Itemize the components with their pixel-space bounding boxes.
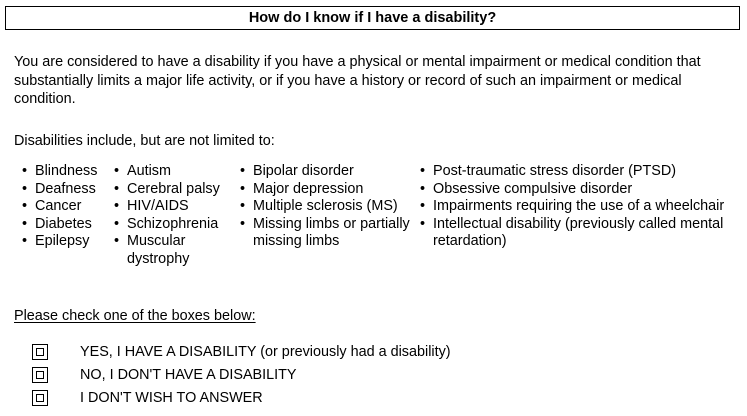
disability-list-column-2 bbox=[114, 163, 229, 269]
disability-item: • Schizophrenia bbox=[114, 216, 229, 234]
disability-list-column-1 bbox=[22, 163, 97, 251]
option-yes bbox=[32, 344, 451, 360]
disability-item: • Intellectual disability (previously called mental retardation) bbox=[420, 216, 745, 251]
decline-checkbox[interactable] bbox=[32, 390, 48, 406]
disability-item: • Epilepsy bbox=[22, 233, 97, 251]
disability-item: • Diabetes bbox=[22, 216, 97, 234]
disability-item: • Muscular dystrophy bbox=[114, 233, 229, 268]
option-yes-label: YES, I HAVE A DISABILITY (or previously had a disability) bbox=[80, 344, 451, 360]
disability-item: • Deafness bbox=[22, 181, 97, 199]
disability-item: • Autism bbox=[114, 163, 229, 181]
yes-checkbox[interactable] bbox=[32, 344, 48, 360]
checkbox-inner-square bbox=[36, 371, 44, 379]
examples-intro: Disabilities include, but are not limited to: bbox=[14, 133, 275, 149]
no-checkbox[interactable] bbox=[32, 367, 48, 383]
checkbox-inner-square bbox=[36, 348, 44, 356]
disability-item: • Bipolar disorder bbox=[240, 163, 415, 181]
disability-list-column-4 bbox=[420, 163, 745, 251]
section-title: How do I know if I have a disability? bbox=[5, 6, 740, 30]
option-decline-label: I DON'T WISH TO ANSWER bbox=[80, 390, 263, 406]
intro-paragraph: You are considered to have a disability if you have a physical or mental impairment or medical condition that substantially limits a major life activity, or if you have a history or record of such an impairment or medical condition. bbox=[14, 54, 701, 107]
disability-item: • Blindness bbox=[22, 163, 97, 181]
option-decline bbox=[32, 390, 263, 406]
disability-item: • Multiple sclerosis (MS) bbox=[240, 198, 415, 216]
disability-item: • Cerebral palsy bbox=[114, 181, 229, 199]
disability-item: • HIV/AIDS bbox=[114, 198, 229, 216]
disability-item: • Post-traumatic stress disorder (PTSD) bbox=[420, 163, 745, 181]
disability-item: • Major depression bbox=[240, 181, 415, 199]
disability-item: • Cancer bbox=[22, 198, 97, 216]
disability-item: • Missing limbs or partially missing limbs bbox=[240, 216, 415, 251]
checkbox-inner-square bbox=[36, 394, 44, 402]
option-no bbox=[32, 367, 297, 383]
option-no-label: NO, I DON'T HAVE A DISABILITY bbox=[80, 367, 297, 383]
disability-list-column-3 bbox=[240, 163, 415, 251]
disability-item: • Impairments requiring the use of a wheelchair bbox=[420, 198, 745, 216]
disability-item: • Obsessive compulsive disorder bbox=[420, 181, 745, 199]
check-instruction: Please check one of the boxes below: bbox=[14, 308, 256, 324]
